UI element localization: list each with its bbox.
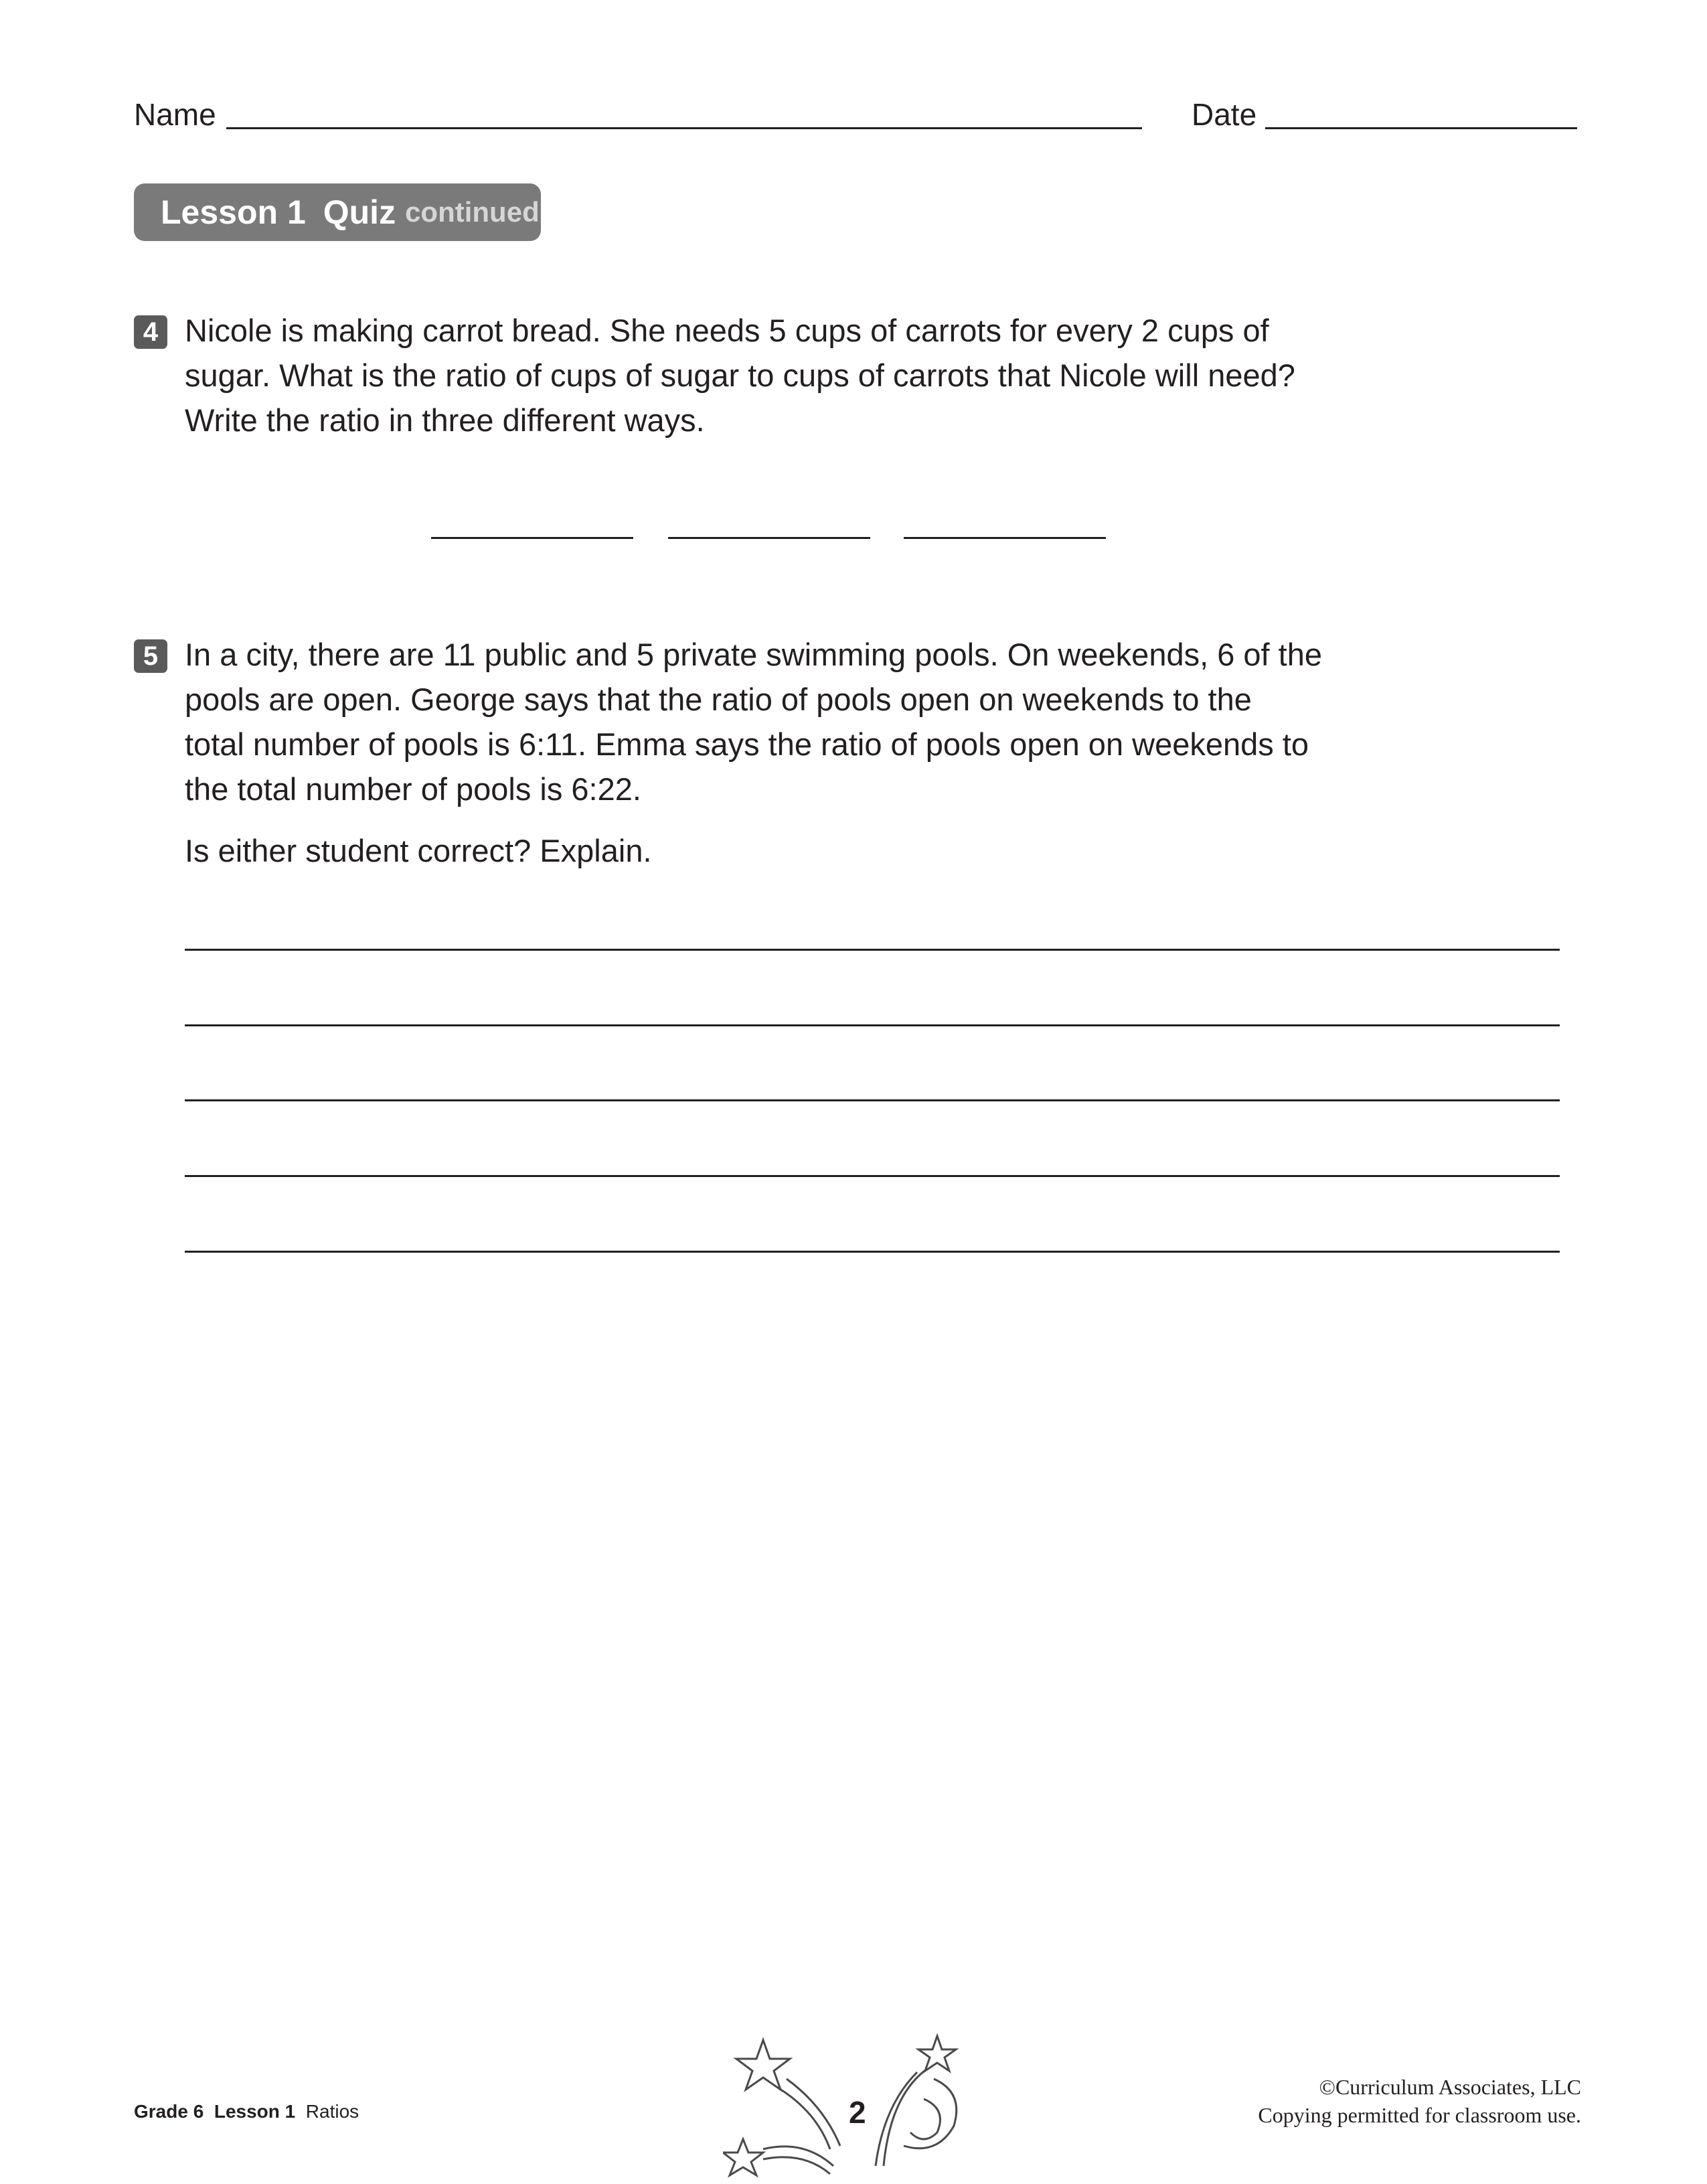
question-4-text [185, 308, 1423, 443]
answer-line[interactable] [185, 947, 1560, 951]
question-5-line: the total number of pools is 6:22. [185, 771, 641, 807]
question-number-5: 5 [134, 639, 167, 673]
question-4-line: Nicole is making carrot bread. She needs 5 cups of carrots for every 2 cups of [185, 313, 1269, 348]
name-label: Name [134, 97, 216, 132]
page-number: 2 [849, 2095, 866, 2130]
question-5-text [185, 632, 1423, 873]
lesson-quiz-badge [134, 183, 541, 241]
question-4-line: sugar. What is the ratio of cups of sugar to cups of carrots that Nicole will need? [185, 358, 1295, 393]
footer-course-info [134, 2101, 359, 2122]
question-5-line: total number of pools is 6:11. Emma says the ratio of pools open on weekends to [185, 726, 1309, 762]
ratio-answer-blank-1[interactable] [431, 536, 633, 539]
badge-quiz: Quiz [323, 193, 396, 231]
name-field[interactable] [226, 126, 1142, 129]
answer-line[interactable] [185, 1098, 1560, 1101]
badge-continued: continued [405, 196, 540, 228]
answer-line[interactable] [185, 1249, 1560, 1253]
date-field[interactable] [1265, 126, 1577, 129]
answer-line[interactable] [185, 1023, 1560, 1026]
permission-text: Copying permitted for classroom use. [1258, 2103, 1581, 2127]
date-label: Date [1192, 97, 1257, 132]
footer-copyright-block [1258, 2073, 1581, 2129]
ratio-answer-blank-3[interactable] [904, 536, 1106, 539]
question-5-line: pools are open. George says that the ratio of pools open on weekends to the [185, 682, 1252, 717]
ratio-answer-blank-2[interactable] [668, 536, 870, 539]
footer-topic: Ratios [305, 2101, 359, 2122]
copyright-text: ©Curriculum Associates, LLC [1319, 2075, 1581, 2099]
footer-lesson: Lesson 1 [214, 2101, 296, 2122]
question-5-prompt: Is either student correct? Explain. [185, 833, 652, 868]
question-number-4: 4 [134, 315, 167, 349]
question-4-line: Write the ratio in three different ways. [185, 402, 705, 438]
footer-grade: Grade 6 [134, 2101, 204, 2122]
answer-line[interactable] [185, 1174, 1560, 1177]
question-5-line: In a city, there are 11 public and 5 private swimming pools. On weekends, 6 of the [185, 637, 1322, 672]
badge-lesson: Lesson 1 [161, 193, 306, 231]
